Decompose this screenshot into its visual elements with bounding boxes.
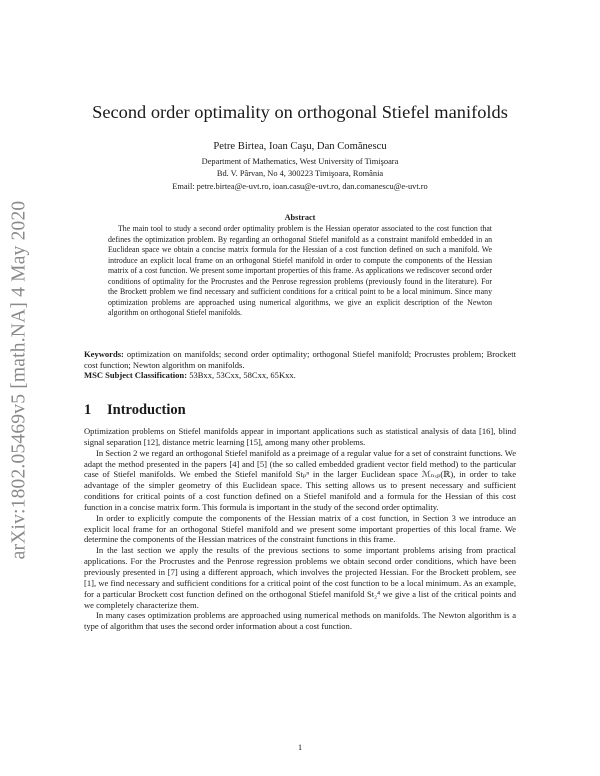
paragraph: In the last section we apply the results of the previous sections to some important problems arising from practical applications. For the Procrustes and the Penrose regression problems we obtain second order conditions, which have been previously presented in [7] using a different approach, which involves the projected Hessian. For the Brockett problem, see [1], we find necessary and sufficient conditions for a critical point of the cost function to be a local minimum. As an example, for a particular Brockett cost function defined on the orthogonal Stiefel manifold St₂⁴ we give a list of the critical points and we completely characterize them.: [84, 545, 516, 610]
paragraph: In many cases optimization problems are approached using numerical methods on manifolds. The Newton algorithm is a type of algorithm that uses the second order information about a cost function.: [84, 610, 516, 632]
author-list: Petre Birtea, Ioan Caşu, Dan Comănescu: [213, 141, 387, 152]
section-title: Introduction: [107, 402, 186, 418]
paragraph: In order to explicitly compute the components of the Hessian matrix of a cost function, in Section 3 we introduce an explicit local frame for an orthogonal Stiefel manifold and we present some important properties of this local frame. We determine the components of the Hessian matrices of the constraint functions in this frame.: [84, 512, 516, 545]
msc-text: 53Bxx, 53Cxx, 58Cxx, 65Kxx.: [189, 370, 296, 380]
msc-classification: [84, 370, 516, 381]
affiliation-address: Bd. V. Pârvan, No 4, 300223 Timişoara, România: [216, 169, 384, 178]
msc-label: MSC Subject Classification:: [84, 370, 188, 380]
paragraph: Optimization problems on Stiefel manifolds appear in important applications such as statistical analysis of data [16], blind signal separation [12], distance metric learning [15], among many other problems.: [84, 426, 516, 447]
section-body: [84, 426, 516, 632]
abstract-heading: Abstract: [284, 213, 316, 222]
affiliation-email: Email: petre.birtea@e-uvt.ro, ioan.casu@e-uvt.ro, dan.comanescu@e-uvt.ro: [172, 182, 428, 191]
arxiv-identifier: arXiv:1802.05469v5 [math.NA] 4 May 2020: [8, 200, 30, 560]
keywords: [84, 349, 516, 371]
arxiv-identifier-stamp: [4, 170, 34, 590]
paragraph: In Section 2 we regard an orthogonal Stiefel manifold as a preimage of a regular value for a set of constraint functions. We adapt the method presented in the papers [4] and [5] (the so called embedded gradient vector field method) to the particular case of Stiefel manifolds. We embed the Stiefel manifold Stₚⁿ in the larger Euclidean space ℳₙₓₚ(ℝ), in order to take advantage of the simpler geometry of this Euclidean space. This setting allows us to present necessary and sufficient conditions for critical points of a cost function defined on a Stiefel manifold and a formula for the Hessian of this cost function in a concise matrix form. This formula is important in the study of the second order optimality.: [84, 447, 516, 512]
keywords-label: Keywords:: [84, 349, 124, 359]
paper-title: Second order optimality on orthogonal Stiefel manifolds: [92, 102, 508, 122]
abstract-text: The main tool to study a second order optimality problem is the Hessian operator associated to the cost function that defines the optimization problem. By regarding an orthogonal Stiefel manifold as a constraint manifold embedded in an Euclidean space we obtain a concise matrix formula for the Hessian of a cost function defined on such a manifold. We introduce an explicit local frame on an orthogonal Stiefel manifold in order to compute the components of the Hessian matrix of a cost function. We present some important properties of this frame. As applications we rediscover second order conditions of optimality for the Procrustes and the Penrose regression problems (previously found in the literature). For the Brockett problem we find necessary and sufficient conditions for a critical point to be a local minimum. Since many optimization problems are approached using numerical algorithms, we give an explicit description of the Newton algorithm on orthogonal Stiefel manifolds.: [108, 224, 492, 318]
section-number: 1: [84, 402, 92, 418]
keywords-text: optimization on manifolds; second order optimality; orthogonal Stiefel manifold; Procrustes problem; Brockett cost function; Newton algorithm on manifolds.: [84, 349, 516, 370]
page-number: 1: [297, 742, 303, 752]
section-heading: [84, 402, 186, 419]
affiliation-department: Department of Mathematics, West University of Timişoara: [201, 157, 399, 166]
